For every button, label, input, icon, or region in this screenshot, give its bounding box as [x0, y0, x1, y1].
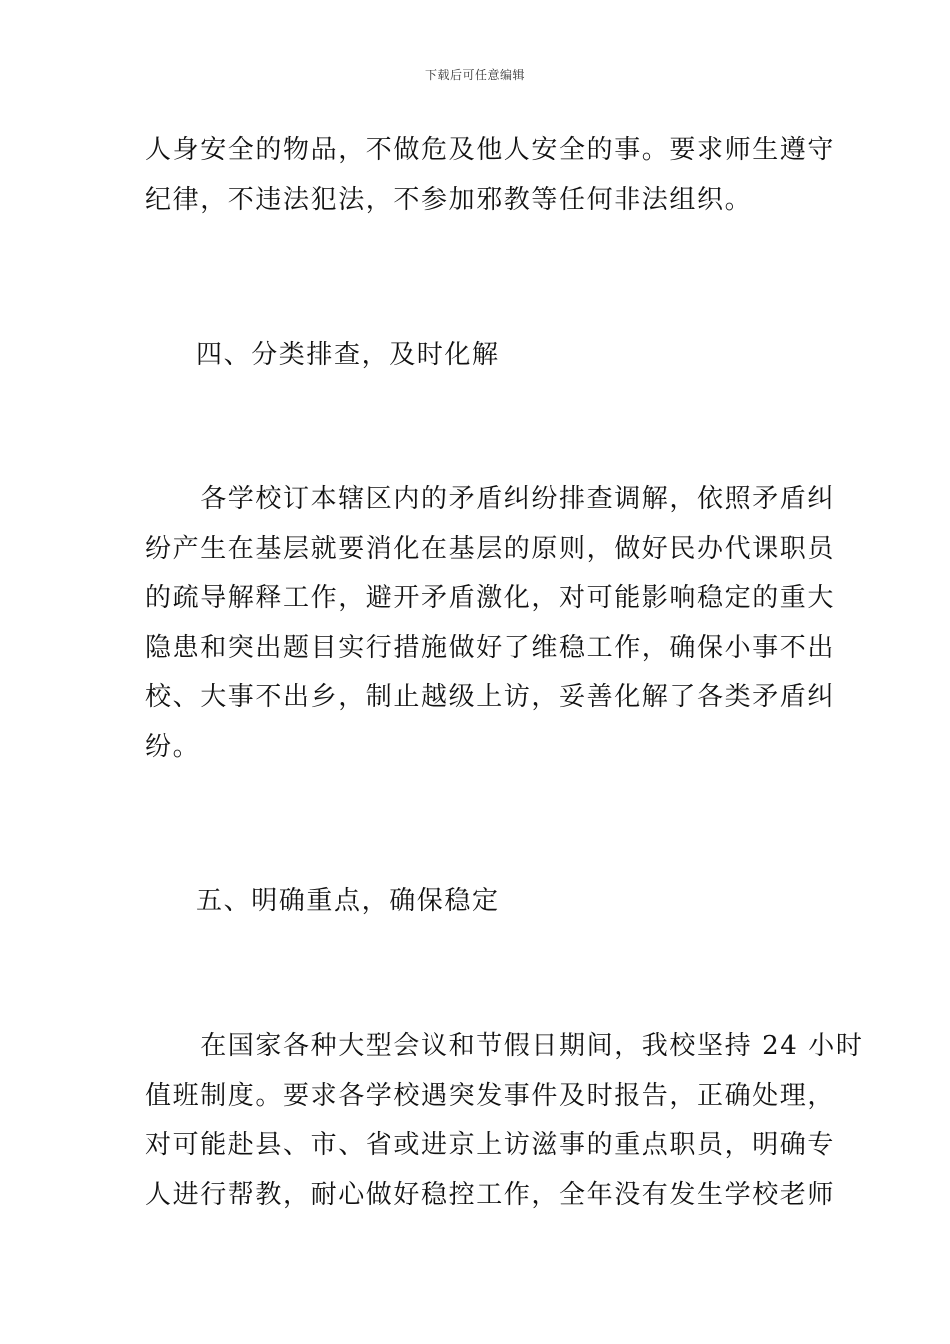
text-line: 纷产生在基层就要消化在基层的原则，做好民办代课职员 — [145, 533, 836, 564]
text-line: 在国家各种大型会议和节假日期间，我校坚持 24 小时 — [145, 1031, 864, 1061]
text-line: 对可能赴县、市、省或进京上访滋事的重点职员，明确专 — [145, 1130, 836, 1160]
text-line: 纪律，不违法犯法，不参加邪教等任何非法组织。 — [145, 184, 753, 215]
paragraph-stability — [145, 1022, 864, 1220]
text-line: 值班制度。要求各学校遇突发事件及时报告，正确处理， — [145, 1080, 836, 1111]
paragraph-dispute-resolution — [145, 475, 836, 772]
section-heading-4: 四、分类排查，及时化解 — [196, 340, 500, 370]
text-line: 各学校订本辖区内的矛盾纠纷排查调解，依照矛盾纠 — [145, 484, 836, 514]
text-line: 人身安全的物品，不做危及他人安全的事。要求师生遵守 — [145, 135, 836, 165]
text-line: 校、大事不出乡，制止越级上访，妥善化解了各类矛盾纠 — [145, 682, 836, 712]
section-heading-5: 五、明确重点，确保稳定 — [196, 886, 500, 916]
text-line: 隐患和突出题目实行措施做好了维稳工作，确保小事不出 — [145, 632, 836, 663]
text-line: 人进行帮教，耐心做好稳控工作，全年没有发生学校老师 — [145, 1179, 836, 1210]
text-line: 纷。 — [145, 731, 201, 762]
paragraph-safety-rules — [145, 126, 836, 225]
text-line: 的疏导解释工作，避开矛盾激化，对可能影响稳定的重大 — [145, 583, 836, 613]
page-header: 下载后可任意编辑 — [424, 68, 525, 82]
